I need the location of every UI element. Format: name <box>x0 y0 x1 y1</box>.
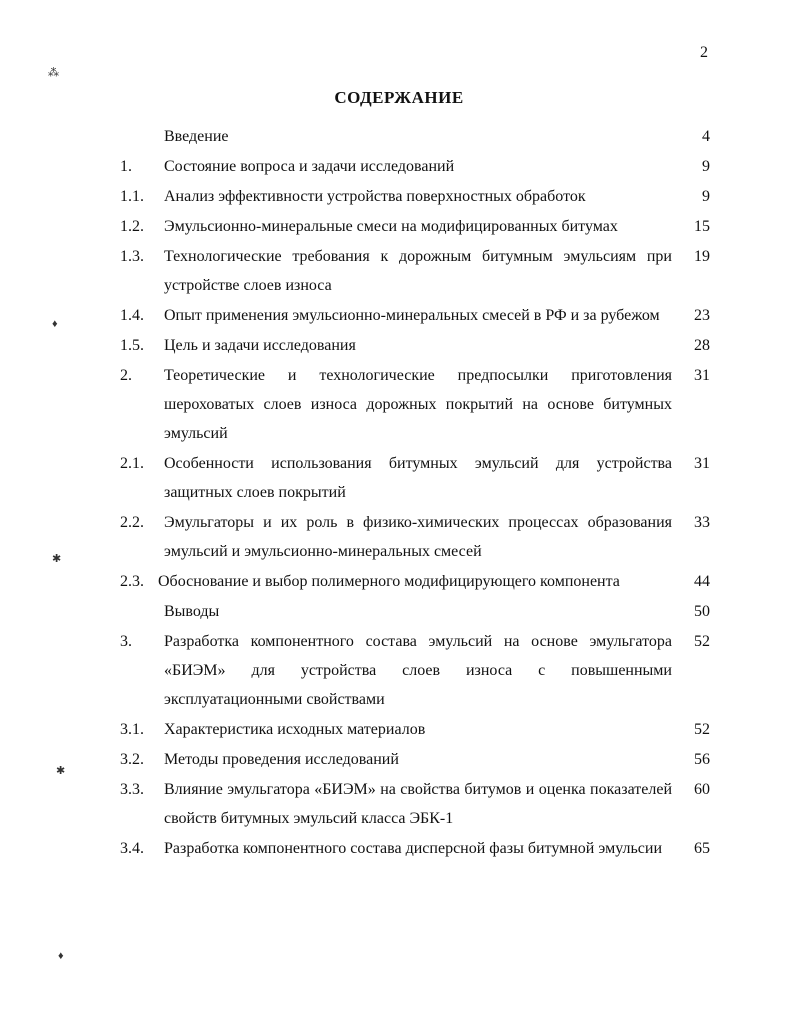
scan-speck: ✱ <box>52 553 62 565</box>
toc-entry-title: Особенности использования битумных эмульсий для устройства защитных слоев покрытий <box>164 455 672 501</box>
toc-entry-page: 56 <box>694 751 710 768</box>
toc-entry-number: 3.3. <box>120 781 144 798</box>
toc-entry-page: 23 <box>694 307 710 324</box>
toc-entry-title: Теоретические и технологические предпосылки приготовления шероховатых слоев износа дорожных покрытий на основе битумных эмульсий <box>164 367 672 442</box>
toc-entry-page: 4 <box>702 128 710 145</box>
toc-entry-title: Методы проведения исследований <box>164 751 399 768</box>
toc-entry-page: 15 <box>694 218 710 235</box>
toc-entry-title: Введение <box>164 128 229 145</box>
toc-entry-page: 52 <box>694 721 710 738</box>
toc-entry-number: 1.2. <box>120 218 144 235</box>
toc-entry <box>120 301 720 330</box>
toc-entry-number: 2.3. <box>120 573 144 590</box>
toc-entry-number: 2.1. <box>120 455 144 472</box>
toc-entry-page: 9 <box>702 158 710 175</box>
toc-entry-title: Разработка компонентного состава дисперсной фазы битумной эмульсии <box>164 840 663 857</box>
toc-entry <box>120 627 720 714</box>
toc-entry <box>120 775 720 833</box>
toc-entry-page: 50 <box>694 603 710 620</box>
toc-entry-title: Обоснование и выбор полимерного модифицирующего компонента <box>158 573 620 590</box>
toc-entry-number: 1. <box>120 158 132 175</box>
toc-entry-number: 2.2. <box>120 514 144 531</box>
toc-entry-number: 1.5. <box>120 337 144 354</box>
toc-entry-number: 3.2. <box>120 751 144 768</box>
toc-entry-title: Технологические требования к дорожным битумным эмульсиям при устройстве слоев износа <box>164 248 672 294</box>
toc-entry-title: Цель и задачи исследования <box>164 337 356 354</box>
toc-entry-page: 65 <box>694 840 710 857</box>
toc-entry <box>120 242 720 300</box>
toc-entry <box>120 361 720 448</box>
toc-entry <box>120 182 720 211</box>
toc-entry-title: Характеристика исходных материалов <box>164 721 426 738</box>
toc-entry <box>120 331 720 360</box>
toc-entry-title: Эмульгаторы и их роль в физико-химических процессах образования эмульсий и эмульсионно-минеральных смесей <box>164 514 672 560</box>
toc-entry <box>120 122 720 151</box>
toc-entry-title: Выводы <box>164 603 220 620</box>
toc-entry-title: Влияние эмульгатора «БИЭМ» на свойства битумов и оценка показателей свойств битумных эмульсий класса ЭБК-1 <box>164 781 672 827</box>
scan-speck: ♦ <box>58 950 64 962</box>
toc-entry-title: Разработка компонентного состава эмульсий на основе эмульгатора «БИЭМ» для устройства слоев износа с повышенными эксплуатационными свойствами <box>164 633 672 708</box>
toc-entry-page: 31 <box>694 367 710 384</box>
toc-entry <box>120 212 720 241</box>
toc-entry <box>120 152 720 181</box>
toc-entry-page: 19 <box>694 248 710 265</box>
toc-entry <box>120 715 720 744</box>
toc-entry-title: Состояние вопроса и задачи исследований <box>164 158 455 175</box>
toc-entry <box>120 834 720 863</box>
toc-entry-number: 3.4. <box>120 840 144 857</box>
scan-speck: ✱ <box>56 765 66 777</box>
scan-speck: ⁂ <box>48 67 59 79</box>
toc-entry <box>120 508 720 566</box>
toc-entry-page: 31 <box>694 455 710 472</box>
toc-entry-page: 60 <box>694 781 710 798</box>
toc-entry-number: 1.4. <box>120 307 144 324</box>
toc-entry <box>120 567 720 596</box>
table-of-contents <box>120 122 720 864</box>
toc-entry-page: 9 <box>702 188 710 205</box>
toc-entry-number: 1.1. <box>120 188 144 205</box>
toc-entry-number: 3. <box>120 633 132 650</box>
toc-entry-page: 52 <box>694 633 710 650</box>
toc-entry-number: 3.1. <box>120 721 144 738</box>
toc-entry <box>120 597 720 626</box>
page-number: 2 <box>700 44 708 61</box>
toc-entry-title: Анализ эффективности устройства поверхностных обработок <box>164 188 586 205</box>
scan-speck: ♦ <box>52 318 58 330</box>
toc-entry-number: 1.3. <box>120 248 144 265</box>
toc-entry <box>120 449 720 507</box>
toc-entry <box>120 745 720 774</box>
toc-entry-number: 2. <box>120 367 132 384</box>
toc-entry-page: 44 <box>694 573 710 590</box>
page-title: СОДЕРЖАНИЕ <box>334 88 464 107</box>
toc-entry-title: Опыт применения эмульсионно-минеральных смесей в РФ и за рубежом <box>164 307 660 324</box>
toc-entry-page: 33 <box>694 514 710 531</box>
toc-entry-title: Эмульсионно-минеральные смеси на модифицированных битумах <box>164 218 618 235</box>
toc-entry-page: 28 <box>694 337 710 354</box>
